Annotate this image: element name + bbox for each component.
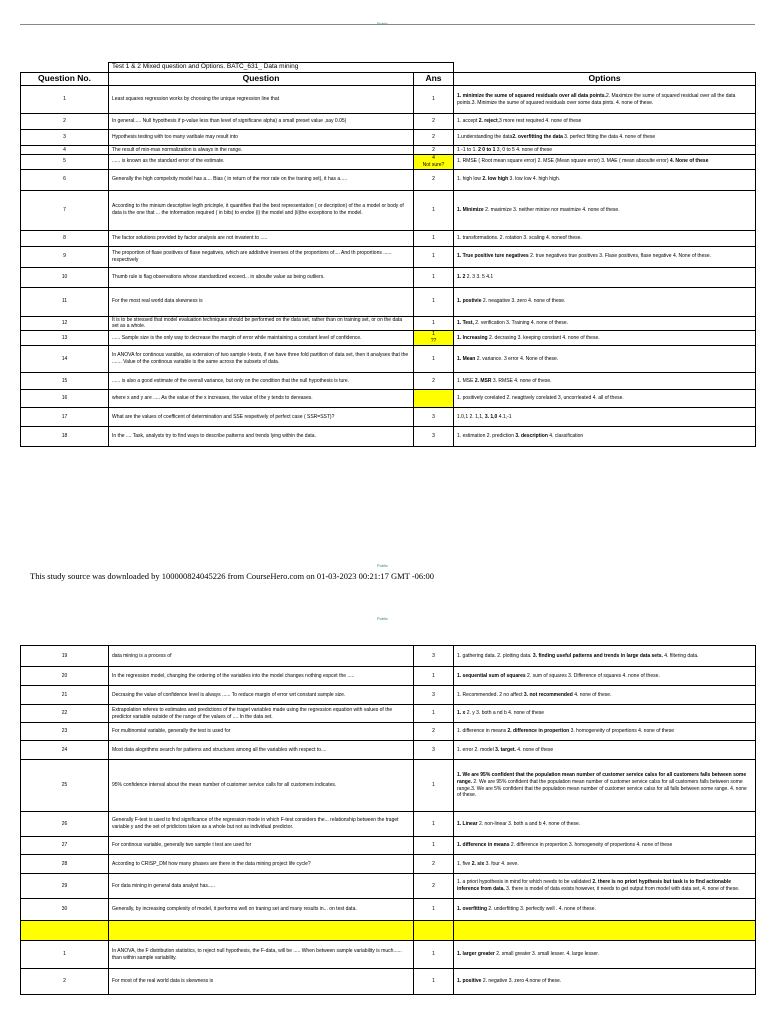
answer-cell: 2 bbox=[414, 130, 454, 146]
options-text: 1. difference in means 2. difference in propertion 3. homogeneity of propertions 4. none of these bbox=[454, 837, 756, 855]
questions-table-page2 bbox=[20, 645, 756, 995]
question-text: For continous variable, generally two sample t test are used for bbox=[109, 837, 414, 855]
questions-table-page1 bbox=[20, 62, 756, 447]
options-text: 1 -1 to 1. 2 0 to 1 3, 0 to 5 4. none of these bbox=[454, 146, 756, 155]
question-text: data mining is a process of bbox=[109, 646, 414, 667]
header-question: Question bbox=[109, 73, 414, 86]
separator-cell bbox=[454, 921, 756, 941]
options-text: 1.0,1 2. 1,1, 3. 1,0 4.1,-1 bbox=[454, 408, 756, 427]
question-text: For multinomial variable, generally the test is used for bbox=[109, 723, 414, 741]
answer-cell: 2 bbox=[414, 373, 454, 390]
table-row bbox=[21, 899, 756, 921]
top-divider bbox=[20, 24, 755, 25]
options-text: 1. Recommended. 2 no affect 3. not recommended 4. none of these. bbox=[454, 686, 756, 705]
options-text: 1. Test, 2. verification 3. Training 4. none of these. bbox=[454, 316, 756, 331]
question-text: The factor solutions provided by factor analysis are not invarient to ..... bbox=[109, 230, 414, 246]
question-number: 2 bbox=[21, 969, 109, 995]
answer-cell: 1 bbox=[414, 316, 454, 331]
question-number: 24 bbox=[21, 741, 109, 760]
options-text: 1. a priori hypothesis in mind for which needs to be validated 2. there is no priori hypthesis but task is to find actionable inference from data. 3. there is model of data exists however, it needs to get output from model with data set, 4. none of these. bbox=[454, 874, 756, 899]
question-text: It is to be stressed that model evaluation techniques should be performed on the data set, rather than on training set, or on the data set as a whole. bbox=[109, 316, 414, 331]
question-text: Generally, by increasing complexity of model, it performs well on traning set and many results in... on test data. bbox=[109, 899, 414, 921]
table-row bbox=[21, 969, 756, 995]
question-number: 9 bbox=[21, 246, 109, 267]
table-row bbox=[21, 169, 756, 190]
answer-cell: 1 bbox=[414, 230, 454, 246]
table-row bbox=[21, 667, 756, 686]
question-text: Generally F-test is used to find significance of the regression mode in which F-test considers the... relationship between the traget variable y and the set of pridictors taken as a whole but not as individual predictor. bbox=[109, 812, 414, 837]
question-number: 29 bbox=[21, 874, 109, 899]
question-number: 13 bbox=[21, 331, 109, 346]
table-row bbox=[21, 427, 756, 447]
answer-cell: 1 ?? bbox=[414, 331, 454, 346]
question-number: 26 bbox=[21, 812, 109, 837]
question-number: 7 bbox=[21, 190, 109, 230]
question-number: 25 bbox=[21, 760, 109, 812]
options-text: 1. difference in means 2. difference in propertion 3. homogeneity of propertions 4. none of these bbox=[454, 723, 756, 741]
question-number: 23 bbox=[21, 723, 109, 741]
options-text: 1. overfitting 2. underfitting 3. perfectly well . 4. none of these. bbox=[454, 899, 756, 921]
table-row bbox=[21, 190, 756, 230]
question-number: 28 bbox=[21, 855, 109, 874]
question-number: 6 bbox=[21, 169, 109, 190]
question-number: 11 bbox=[21, 287, 109, 316]
answer-cell: 1 bbox=[414, 667, 454, 686]
answer-cell: 1 bbox=[414, 899, 454, 921]
table-row bbox=[21, 812, 756, 837]
answer-cell: 1 bbox=[414, 941, 454, 969]
question-text: For most of the real world data is skewness is bbox=[109, 969, 414, 995]
table-row bbox=[21, 941, 756, 969]
table-row bbox=[21, 114, 756, 130]
question-text: In general..... Null hypothesis if p-value less than level of significane alpha) a small preset value ,say 0.05) bbox=[109, 114, 414, 130]
table-row bbox=[21, 646, 756, 667]
answer-cell: 1 bbox=[414, 287, 454, 316]
options-text: 1. Increasing 2. decrasing 3. keeping constant 4. none of these. bbox=[454, 331, 756, 346]
question-text: ...... is known as the standard error of the estimate. bbox=[109, 155, 414, 170]
header-options: Options bbox=[454, 73, 756, 86]
answer-cell: 1 bbox=[414, 267, 454, 287]
question-text: According to CRISP_DM how many phases are there in the data mining project life cycle? bbox=[109, 855, 414, 874]
separator-cell bbox=[414, 921, 454, 941]
separator-cell bbox=[21, 921, 109, 941]
table-title: Test 1 & 2 Mixed question and Options. BATC_631_ Data mining bbox=[109, 63, 454, 73]
answer-cell: 2 bbox=[414, 114, 454, 130]
answer-cell: 1 bbox=[414, 190, 454, 230]
options-text: 1. transformations. 2. rotation 3. scaling 4. noneof these. bbox=[454, 230, 756, 246]
answer-cell: 4 Not sure? bbox=[414, 155, 454, 170]
answer-cell: 2 bbox=[414, 146, 454, 155]
answer-cell: 1 bbox=[414, 760, 454, 812]
question-text: In the .... Task, analysts try to find ways to describe patterns and trends lying within the data. bbox=[109, 427, 414, 447]
table-row bbox=[21, 86, 756, 114]
options-text: 1. five 2. six 3. four 4. seve. bbox=[454, 855, 756, 874]
table-row bbox=[21, 760, 756, 812]
answer-cell bbox=[414, 390, 454, 408]
options-text: 1. larger greater 2. small greater 3. small lesser. 4. large lesser. bbox=[454, 941, 756, 969]
table-row bbox=[21, 837, 756, 855]
question-number: 22 bbox=[21, 705, 109, 723]
question-text: In the regression model, changing the ordering of the variables into the model changes nothing expcet the ..... bbox=[109, 667, 414, 686]
question-text: The result of min-max normalization is always in the range. bbox=[109, 146, 414, 155]
answer-cell: 1 bbox=[414, 246, 454, 267]
options-text: 1. MSE 2. MSR 3. RMSE 4. none of these. bbox=[454, 373, 756, 390]
question-number: 21 bbox=[21, 686, 109, 705]
options-text: 1. positively corelated 2. neagtively corelated 3, uncorrleated 4. all of these. bbox=[454, 390, 756, 408]
question-number: 2 bbox=[21, 114, 109, 130]
question-number: 19 bbox=[21, 646, 109, 667]
question-text: In ANOVA, the F distribution statistics, to reject null hypothesis, the F-data, will be ..... When between sample variability is much...... than within sample variability. bbox=[109, 941, 414, 969]
question-text: Generally the high compelxity model has a.... Bias ( in return of the mor rate on the traning set), it has a..... bbox=[109, 169, 414, 190]
answer-cell: 3 bbox=[414, 741, 454, 760]
question-number: 30 bbox=[21, 899, 109, 921]
public-label-mid: Public bbox=[377, 563, 388, 568]
question-text: For data mining in general data analyst has..... bbox=[109, 874, 414, 899]
question-number: 12 bbox=[21, 316, 109, 331]
question-text: Least squares regression works by choosing the unique regression line that bbox=[109, 86, 414, 114]
question-number: 4 bbox=[21, 146, 109, 155]
answer-cell: 2 bbox=[414, 855, 454, 874]
question-text: 95% confidence interval about the mean number of customer service calls for all customers indicates. bbox=[109, 760, 414, 812]
answer-cell: 2 bbox=[414, 874, 454, 899]
table-row bbox=[21, 146, 756, 155]
table-row bbox=[21, 723, 756, 741]
highlight-separator-row bbox=[21, 921, 756, 941]
table-row bbox=[21, 267, 756, 287]
table-row bbox=[21, 874, 756, 899]
public-label-page2: Public bbox=[377, 616, 388, 621]
question-text: For the most real world data skewness is bbox=[109, 287, 414, 316]
question-number: 1 bbox=[21, 86, 109, 114]
question-text: ...... Sample size is the only way to decrease the margin of error while maintaining a constant level of confidence. bbox=[109, 331, 414, 346]
table-row bbox=[21, 373, 756, 390]
table-row bbox=[21, 855, 756, 874]
answer-cell: 3 bbox=[414, 686, 454, 705]
question-text: What are the values of coefficent of determination and SSE respetively of perfect case ( SSR=SST)? bbox=[109, 408, 414, 427]
question-number: 27 bbox=[21, 837, 109, 855]
question-number: 18 bbox=[21, 427, 109, 447]
question-number: 10 bbox=[21, 267, 109, 287]
table-row bbox=[21, 287, 756, 316]
question-number: 8 bbox=[21, 230, 109, 246]
table-row bbox=[21, 408, 756, 427]
options-text: 1. accept 2. reject,3 more rest required 4. none of these bbox=[454, 114, 756, 130]
header-ans: Ans bbox=[414, 73, 454, 86]
options-text: 1. Mean 2. variance. 3 error 4. None of these. bbox=[454, 346, 756, 373]
question-text: Decrasing the value of confidence level is always ...... To reduce margin of error wrt constant sample size. bbox=[109, 686, 414, 705]
answer-cell: 3 bbox=[414, 646, 454, 667]
question-text: In ANOVA for continous varaible, as extension of two sample t-tests, if we have three fold partition of data set, then it analyses that the ....... Value of the continous variable is the same across the subsets of data. bbox=[109, 346, 414, 373]
options-text: 1. minimize the sume of squared residuals over all data points.2. Maximize the sume of squared residual over all the data points.3. Minimize the sume of squared residuals over some data pints. 4. none of these. bbox=[454, 86, 756, 114]
answer-cell: 1 bbox=[414, 969, 454, 995]
options-text: 1. positive 2. negative 3. zero 4.none of these. bbox=[454, 969, 756, 995]
question-number: 16 bbox=[21, 390, 109, 408]
options-text: 1. True positive ture negatives 2. true negatives true positives 3. Flase positives, flase negative 4. None of these. bbox=[454, 246, 756, 267]
public-label-top: Public bbox=[377, 21, 388, 26]
title-row bbox=[21, 63, 756, 73]
question-number: 15 bbox=[21, 373, 109, 390]
options-text: 1. Linear 2. non-linear 3. both a and b 4. none of these. bbox=[454, 812, 756, 837]
options-text: 1. postivie 2. neagative 3. zero 4. none of these. bbox=[454, 287, 756, 316]
answer-cell: 1 bbox=[414, 705, 454, 723]
answer-cell: 1 bbox=[414, 812, 454, 837]
table-row bbox=[21, 155, 756, 170]
question-text: Extrapolation referes to estimates and predictions of the traget variables made using the regression equation with values of the predictor variable outside of the range of the values of .... In the data set. bbox=[109, 705, 414, 723]
table-row bbox=[21, 130, 756, 146]
options-text: 1. error 2. model 3. target. 4. none of these bbox=[454, 741, 756, 760]
answer-cell: 2 bbox=[414, 723, 454, 741]
answer-cell: 3 bbox=[414, 408, 454, 427]
table-row bbox=[21, 346, 756, 373]
answer-cell: 3 bbox=[414, 427, 454, 447]
options-text: 1. Minimize 2. maximize 3. neither minize nor maximize 4. none of these. bbox=[454, 190, 756, 230]
options-text: 1. 2 2. 3 3. 5 4.1 bbox=[454, 267, 756, 287]
question-text: The proportion of flase positives of flase negatives, which are addistive inverses of the proportions of.... And th proportions ...... respectively bbox=[109, 246, 414, 267]
header-row bbox=[21, 73, 756, 86]
options-text: 1.understanding the data2. overfitting the data 3. perfect fitting the data 4. none of these bbox=[454, 130, 756, 146]
question-number: 17 bbox=[21, 408, 109, 427]
options-text: 1. high low 2. low high 3. low low 4. high high. bbox=[454, 169, 756, 190]
answer-cell: 2 bbox=[414, 169, 454, 190]
question-number: 5 bbox=[21, 155, 109, 170]
table-row bbox=[21, 246, 756, 267]
answer-cell: 1 bbox=[414, 86, 454, 114]
question-text: where x and y are ..... As the value of the x increases, the value of the y tends to dereases. bbox=[109, 390, 414, 408]
question-number: 14 bbox=[21, 346, 109, 373]
download-footer: This study source was downloaded by 100000824045226 from CourseHero.com on 01-03-2023 00:21:17 GMT -06:00 bbox=[30, 571, 435, 581]
table-row bbox=[21, 230, 756, 246]
options-text: 1. sequential sum of squares 2. sum of squares 3. Difference of squares 4. none of these. bbox=[454, 667, 756, 686]
header-question-no: Question No. bbox=[21, 73, 109, 86]
options-text: 1. x 2. y 3. both a nd b 4. none of these bbox=[454, 705, 756, 723]
options-text: 1. RMSE ( Root mean square error) 2. MSE (Mean square error) 3. MAE ( mean absoulte error) 4. None of these bbox=[454, 155, 756, 170]
question-text: Hypothesis testing with too many varibale may result into bbox=[109, 130, 414, 146]
question-text: ...... is also a good estimate of the overall variance, but only on the condition that the null hypothesis is ture. bbox=[109, 373, 414, 390]
table-row bbox=[21, 741, 756, 760]
options-text: 1. gathering data. 2. plotting data. 3. finding useful patterns and trends in large data sets. 4. filtering data. bbox=[454, 646, 756, 667]
table-row bbox=[21, 390, 756, 408]
options-text: 1. We are 95% confident that the population mean number of customer service calss for all customers falls between some range. 2. We are 95% confident that the population mean number of customer service calss for all customers falls between some range.3. We are 5% confident that the population mean number of customer service calss for all falls between some range. 4. none of these. bbox=[454, 760, 756, 812]
answer-cell: 1 bbox=[414, 837, 454, 855]
question-text: According to the minium descriptive legth pricinple, it quantifies that the best representation ( or decription) of the a model or body of data is the one that ... the information required ( in bits) to endoe (i) the model and (ii)the exceptions to the model. bbox=[109, 190, 414, 230]
table-row bbox=[21, 331, 756, 346]
question-text: Most data alogrithms search for patterns and structures among all the variables with respect to.... bbox=[109, 741, 414, 760]
question-number: 3 bbox=[21, 130, 109, 146]
question-number: 1 bbox=[21, 941, 109, 969]
answer-cell: 1 bbox=[414, 346, 454, 373]
separator-cell bbox=[109, 921, 414, 941]
question-number: 20 bbox=[21, 667, 109, 686]
table-row bbox=[21, 686, 756, 705]
table-row bbox=[21, 316, 756, 331]
options-text: 1. estimation 2. prediction 3. description 4. classification bbox=[454, 427, 756, 447]
question-text: Thumb rule is flag observations whose standardized exceed... in aboulte value as being outliers. bbox=[109, 267, 414, 287]
table-row bbox=[21, 705, 756, 723]
